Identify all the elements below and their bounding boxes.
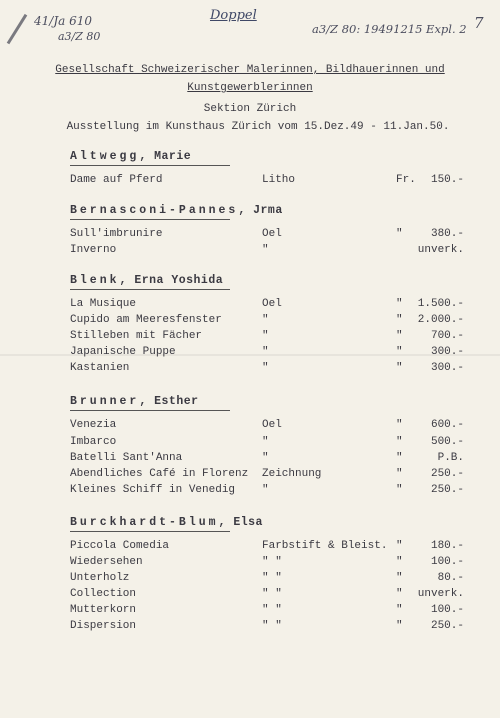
artwork-technique: Oel bbox=[262, 228, 282, 240]
artwork-currency: " bbox=[396, 362, 403, 374]
artwork-technique: " " bbox=[262, 604, 282, 616]
artist-given-name: , Jrma bbox=[238, 204, 283, 217]
artwork-row bbox=[0, 620, 500, 634]
artist-underline bbox=[70, 289, 230, 290]
artwork-currency: " bbox=[396, 330, 403, 342]
artwork-price: 250.- bbox=[430, 620, 464, 632]
artist-surname: Burckhardt-Blum bbox=[70, 516, 219, 529]
artwork-price: 300.- bbox=[430, 362, 464, 374]
artwork-row bbox=[0, 330, 500, 344]
artwork-title: Kastanien bbox=[70, 362, 130, 374]
artwork-title: Unterholz bbox=[70, 572, 130, 584]
artwork-currency: " bbox=[396, 484, 403, 496]
artwork-technique: Oel bbox=[262, 419, 282, 431]
artwork-currency: " bbox=[396, 346, 403, 358]
handwritten-doppel: Doppel bbox=[210, 8, 257, 23]
artwork-row bbox=[0, 572, 500, 586]
artwork-currency: " bbox=[396, 298, 403, 310]
artist-heading bbox=[70, 516, 263, 529]
artwork-price: P.B. bbox=[437, 452, 464, 464]
artwork-currency: " bbox=[396, 452, 403, 464]
artist-given-name: , Esther bbox=[139, 395, 199, 408]
artwork-title: Imbarco bbox=[70, 436, 117, 448]
artist-heading bbox=[70, 274, 223, 287]
artwork-price: 150.- bbox=[430, 174, 464, 186]
artwork-technique: " bbox=[262, 244, 269, 256]
artwork-title: Venezia bbox=[70, 419, 117, 431]
artist-given-name: , Erna Yoshida bbox=[119, 274, 224, 287]
artwork-currency: " bbox=[396, 540, 403, 552]
artist-underline bbox=[70, 165, 230, 166]
artwork-row bbox=[0, 452, 500, 466]
artwork-currency: " bbox=[396, 588, 403, 600]
handwritten-page-number: 7 bbox=[474, 14, 484, 32]
artwork-title: Piccola Comedia bbox=[70, 540, 170, 552]
artwork-price: 250.- bbox=[430, 468, 464, 480]
artwork-currency: " bbox=[396, 419, 403, 431]
artwork-currency: " bbox=[396, 314, 403, 326]
artwork-row bbox=[0, 588, 500, 602]
artwork-price: 100.- bbox=[430, 556, 464, 568]
section-name: Sektion Zürich bbox=[203, 103, 297, 115]
artist-heading bbox=[70, 395, 199, 408]
artwork-currency: " bbox=[396, 468, 403, 480]
artwork-row bbox=[0, 468, 500, 482]
artwork-row bbox=[0, 556, 500, 570]
artwork-title: Dame auf Pferd bbox=[70, 174, 163, 186]
artwork-row bbox=[0, 228, 500, 242]
artwork-price: 250.- bbox=[430, 484, 464, 496]
artwork-price: 700.- bbox=[430, 330, 464, 342]
artwork-technique: " bbox=[262, 314, 269, 326]
handwritten-shelfmark: 41/Ja 610 bbox=[34, 14, 92, 28]
artwork-row bbox=[0, 540, 500, 554]
artist-underline bbox=[70, 410, 230, 411]
artwork-row bbox=[0, 419, 500, 433]
artwork-price: 380.- bbox=[430, 228, 464, 240]
artist-heading bbox=[70, 150, 191, 163]
artwork-price: 80.- bbox=[437, 572, 464, 584]
artwork-price: 1.500.- bbox=[417, 298, 464, 310]
artwork-title: Mutterkorn bbox=[70, 604, 137, 616]
artwork-row bbox=[0, 244, 500, 258]
artwork-title: Stilleben mit Fächer bbox=[70, 330, 203, 342]
artwork-currency: " bbox=[396, 620, 403, 632]
artwork-title: Dispersion bbox=[70, 620, 137, 632]
artwork-technique: " " bbox=[262, 572, 282, 584]
artwork-price: 100.- bbox=[430, 604, 464, 616]
artwork-technique: " bbox=[262, 346, 269, 358]
artwork-technique: Farbstift & Bleist. bbox=[262, 540, 388, 552]
artwork-title: Cupido am Meeresfenster bbox=[70, 314, 222, 326]
artwork-title: Kleines Schiff in Venedig bbox=[70, 484, 236, 496]
artwork-title: Sull'imbrunire bbox=[70, 228, 163, 240]
artwork-technique: " bbox=[262, 330, 269, 342]
artwork-technique: " " bbox=[262, 556, 282, 568]
artwork-row bbox=[0, 604, 500, 618]
artwork-technique: " bbox=[262, 484, 269, 496]
handwritten-signature-code: a3/Z 80 bbox=[58, 30, 101, 43]
artwork-title: Japanische Puppe bbox=[70, 346, 176, 358]
artwork-technique: Zeichnung bbox=[262, 468, 322, 480]
artwork-title: Inverno bbox=[70, 244, 117, 256]
artist-given-name: , Elsa bbox=[218, 516, 263, 529]
artwork-technique: " bbox=[262, 452, 269, 464]
artist-surname: Altwegg bbox=[70, 150, 140, 163]
handwritten-archive-ref: a3/Z 80: 19491215 Expl. 2 bbox=[312, 22, 467, 36]
artwork-currency: " bbox=[396, 572, 403, 584]
artwork-technique: " " bbox=[262, 620, 282, 632]
artwork-row bbox=[0, 346, 500, 360]
artwork-title: La Musique bbox=[70, 298, 137, 310]
artist-surname: Blenk bbox=[70, 274, 120, 287]
artwork-title: Collection bbox=[70, 588, 137, 600]
pencil-mark bbox=[7, 14, 28, 44]
exhibition-line: Ausstellung im Kunsthaus Zürich vom 15.Dez.49 - 11.Jan.50. bbox=[66, 121, 450, 133]
artwork-currency: " bbox=[396, 604, 403, 616]
artwork-price: unverk. bbox=[417, 588, 464, 600]
artwork-price: 500.- bbox=[430, 436, 464, 448]
artist-surname: Bernasconi-Pannes bbox=[70, 204, 239, 217]
artwork-row bbox=[0, 314, 500, 328]
artwork-row bbox=[0, 436, 500, 450]
artwork-row bbox=[0, 484, 500, 498]
artwork-row bbox=[0, 298, 500, 312]
artwork-row bbox=[0, 362, 500, 376]
artwork-price: 600.- bbox=[430, 419, 464, 431]
artwork-price: 2.000.- bbox=[417, 314, 464, 326]
artwork-currency: " bbox=[396, 436, 403, 448]
artwork-technique: " bbox=[262, 362, 269, 374]
artwork-row bbox=[0, 174, 500, 188]
artwork-currency: " bbox=[396, 228, 403, 240]
society-name-line2: Kunstgewerblerinnen bbox=[187, 82, 313, 94]
artwork-title: Batelli Sant'Anna bbox=[70, 452, 183, 464]
artist-underline bbox=[70, 219, 230, 220]
artwork-title: Wiedersehen bbox=[70, 556, 143, 568]
artwork-price: unverk. bbox=[417, 244, 464, 256]
artist-heading bbox=[70, 204, 283, 217]
society-name-line1: Gesellschaft Schweizerischer Malerinnen, Bildhauerinnen und bbox=[55, 64, 445, 76]
artwork-price: 300.- bbox=[430, 346, 464, 358]
artist-underline bbox=[70, 531, 230, 532]
artist-given-name: , Marie bbox=[139, 150, 192, 163]
artwork-technique: Oel bbox=[262, 298, 282, 310]
artwork-currency: " bbox=[396, 556, 403, 568]
artwork-price: 180.- bbox=[430, 540, 464, 552]
artwork-technique: " bbox=[262, 436, 269, 448]
artwork-currency: Fr. bbox=[396, 174, 416, 186]
artwork-title: Abendliches Café in Florenz bbox=[70, 468, 249, 480]
artwork-technique: " " bbox=[262, 588, 282, 600]
artist-surname: Brunner bbox=[70, 395, 140, 408]
artwork-technique: Litho bbox=[262, 174, 296, 186]
